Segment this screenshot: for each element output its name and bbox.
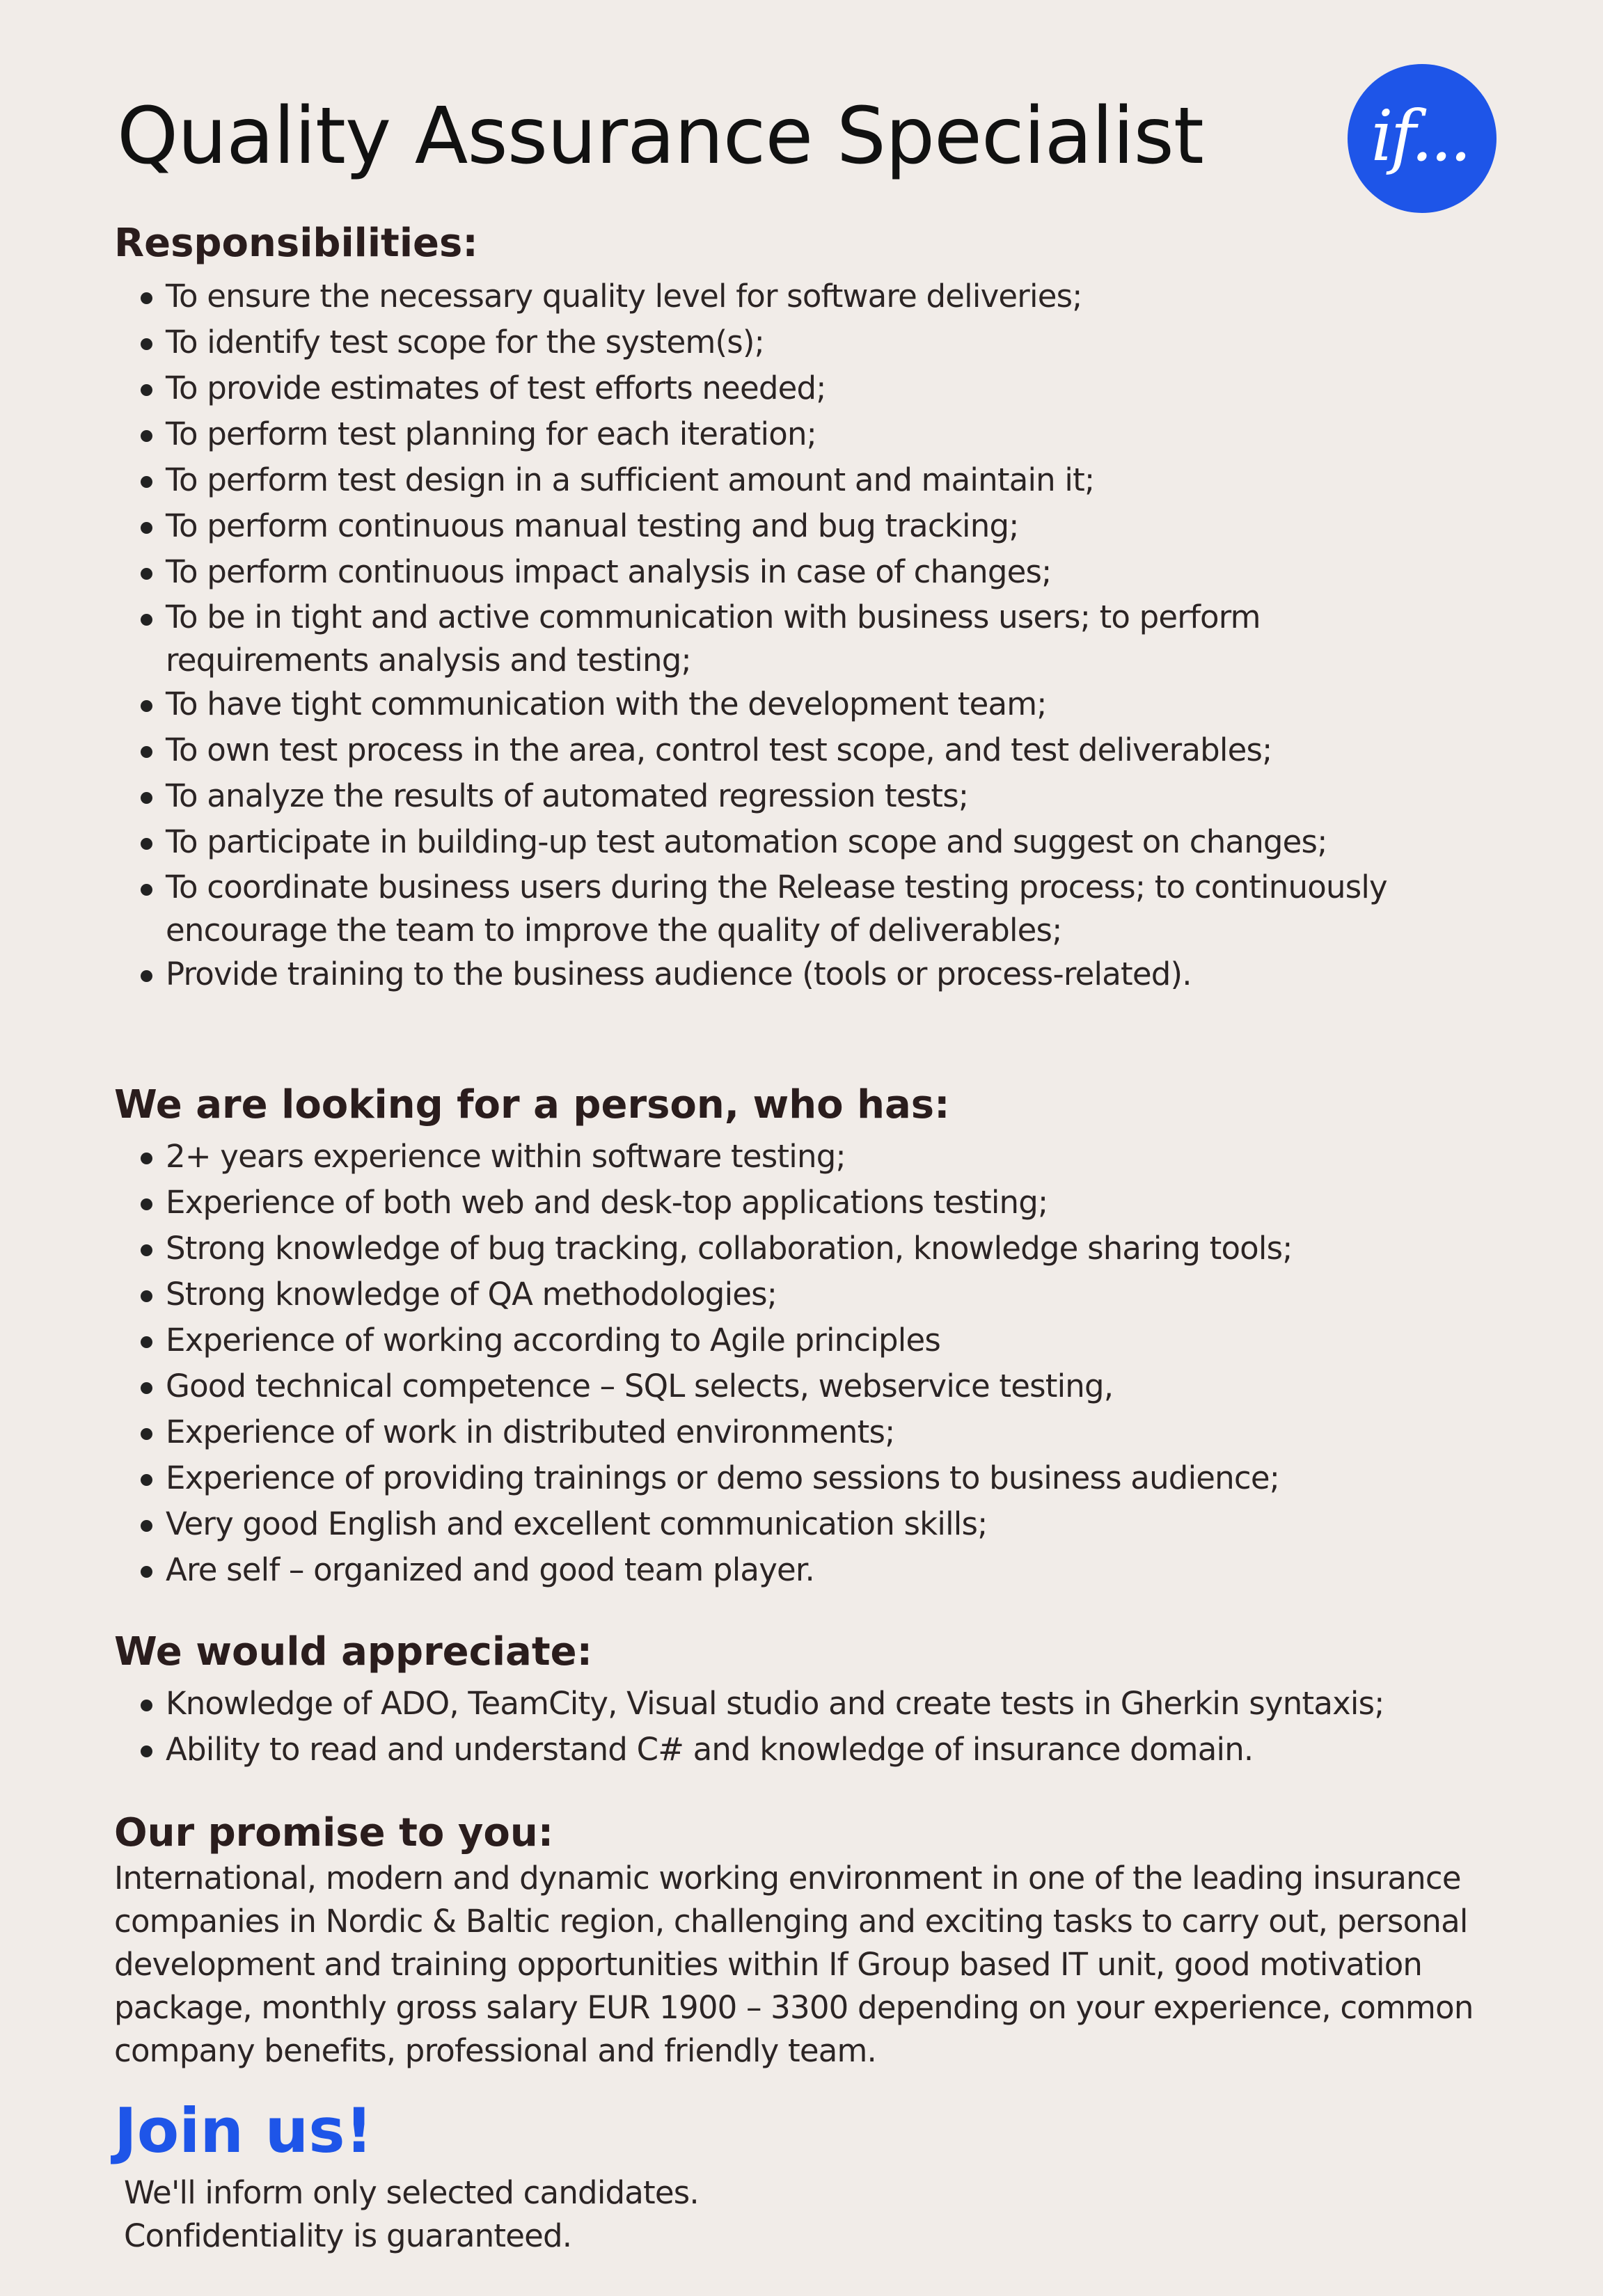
list-item: Provide training to the business audience (tools or process-related).	[139, 952, 1426, 998]
list-item: To perform test design in a sufficient amount and maintain it;	[139, 458, 1426, 504]
list-item: To identify test scope for the system(s);	[139, 320, 1426, 366]
list-item-text: To coordinate business users during the Release testing process; to continuously encourage the team to improve the quality of deliverables;	[166, 869, 1387, 949]
list-item: To perform continuous manual testing and bug tracking;	[139, 504, 1426, 550]
responsibilities-heading: Responsibilities:	[114, 221, 478, 266]
list-item: To own test process in the area, control test scope, and test deliverables;	[139, 728, 1426, 774]
list-item: Good technical competence – SQL selects, webservice testing,	[139, 1364, 1293, 1410]
list-item: Experience of work in distributed environments;	[139, 1410, 1293, 1456]
if-logo-icon	[1348, 64, 1497, 213]
list-item: 2+ years experience within software testing;	[139, 1134, 1293, 1180]
appreciate-list	[139, 1681, 1384, 1773]
list-item: To provide estimates of test efforts needed;	[139, 366, 1426, 412]
list-item: To analyze the results of automated regression tests;	[139, 774, 1426, 820]
logo-text: if...	[1371, 95, 1469, 177]
list-item: Experience of working according to Agile principles	[139, 1318, 1293, 1364]
footnote-confidentiality: Confidentiality is guaranteed.	[124, 2217, 572, 2254]
list-item: Experience of both web and desk-top applications testing;	[139, 1180, 1293, 1226]
requirements-list	[139, 1134, 1293, 1594]
join-us-heading: Join us!	[114, 2095, 373, 2167]
list-item: Strong knowledge of bug tracking, collaboration, knowledge sharing tools;	[139, 1226, 1293, 1272]
list-item: To perform test planning for each iteration;	[139, 412, 1426, 458]
list-item-text: To be in tight and active communication with business users; to perform requirements analysis and testing;	[166, 599, 1261, 679]
requirements-heading: We are looking for a person, who has:	[114, 1082, 950, 1127]
footnote-selected-candidates: We'll inform only selected candidates.	[124, 2174, 699, 2211]
list-item: To perform continuous impact analysis in case of changes;	[139, 550, 1426, 596]
list-item: To participate in building-up test automation scope and suggest on changes;	[139, 820, 1426, 866]
list-item: Strong knowledge of QA methodologies;	[139, 1272, 1293, 1318]
list-item	[139, 866, 1426, 952]
list-item: To ensure the necessary quality level for software deliveries;	[139, 274, 1426, 320]
list-item: Knowledge of ADO, TeamCity, Visual studio and create tests in Gherkin syntaxis;	[139, 1681, 1384, 1727]
page-title: Quality Assurance Specialist	[117, 91, 1203, 182]
list-item: To have tight communication with the development team;	[139, 682, 1426, 728]
promise-text: International, modern and dynamic working environment in one of the leading insurance companies in Nordic & Baltic region, challenging and exciting tasks to carry out, personal development and training opportunities within If Group based IT unit, good motivation package, monthly gross salary EUR 1900 – 3300 depending on your experience, common company benefits, professional and friendly team.	[114, 1860, 1474, 2069]
list-item: Very good English and excellent communication skills;	[139, 1502, 1293, 1548]
list-item	[139, 596, 1391, 682]
list-item: Are self – organized and good team player.	[139, 1548, 1293, 1594]
appreciate-heading: We would appreciate:	[114, 1629, 592, 1675]
list-item: Ability to read and understand C# and knowledge of insurance domain.	[139, 1727, 1384, 1773]
responsibilities-list	[139, 274, 1426, 998]
list-item: Experience of providing trainings or demo sessions to business audience;	[139, 1456, 1293, 1502]
promise-heading: Our promise to you:	[114, 1810, 554, 1855]
